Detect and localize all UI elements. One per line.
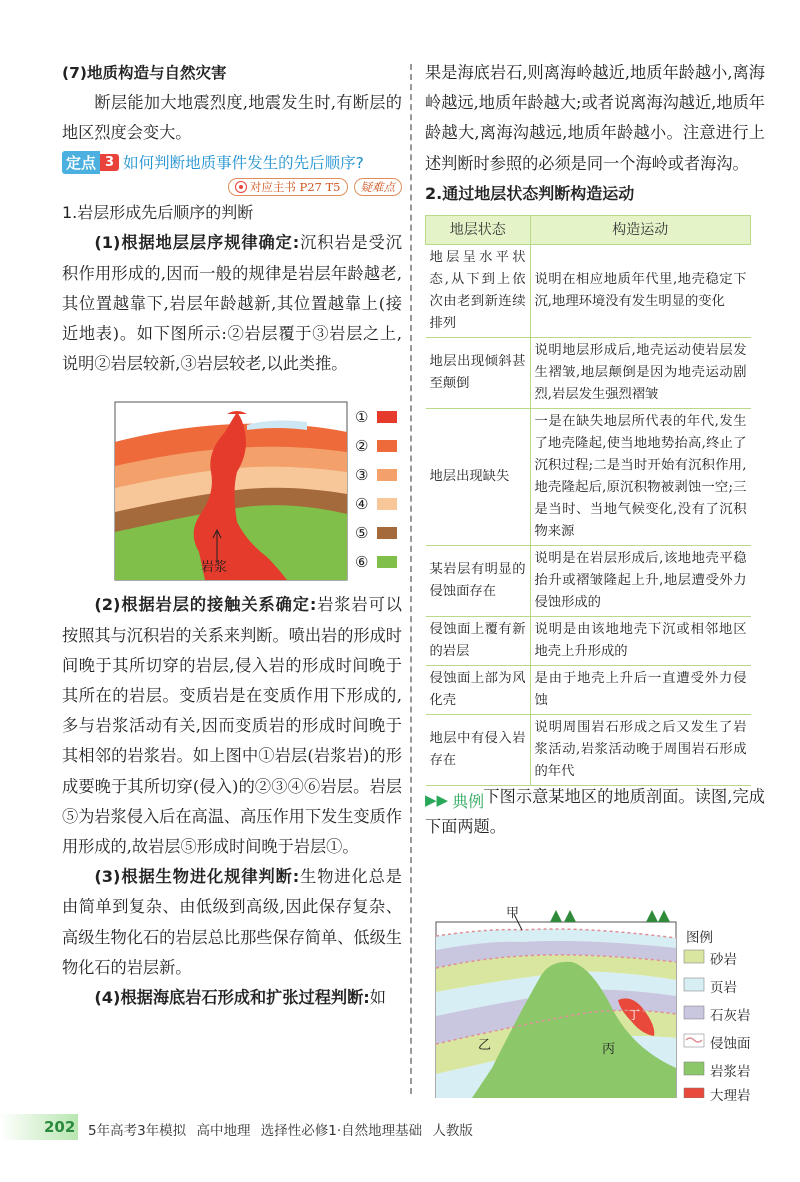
legend-swatch (377, 411, 397, 423)
table-cell: 一是在缺失地层所代表的年代,发生了地壳隆起,使当地地势抬高,终止了沉积过程;二是当时开始有沉积作用,地壳隆起后,原沉积物被剥蚀一空;三是当时、当地气候变化,没有了沉积物来源 (530, 408, 751, 545)
page-number-tab (0, 1114, 78, 1140)
reference-badge (228, 178, 348, 196)
table-cell: 说明是由该地地壳下沉或相邻地区地壳上升形成的 (530, 616, 751, 665)
page-footer (0, 1114, 800, 1140)
table-cell: 地层出现倾斜甚至颠倒 (426, 337, 531, 408)
heading-1: 1.岩层形成先后顺序的判断 (62, 203, 254, 223)
strata-figure (87, 392, 407, 582)
legend-item (355, 431, 407, 460)
label-ding: 丁 (628, 1008, 641, 1022)
legend-swatch (377, 527, 397, 539)
section-7-text: 断层能加大地震烈度,地震发生时,有断层的地区烈度会变大。 (62, 93, 402, 143)
table-row (426, 408, 751, 545)
legend-title: 图例 (686, 930, 713, 946)
magma-label: 岩浆 (201, 560, 228, 576)
legend-item (355, 402, 407, 431)
label-jia: 甲 (506, 906, 520, 921)
legend-swatch (377, 556, 397, 568)
table-row (426, 337, 751, 408)
example-tag: 典例 (452, 791, 485, 811)
table-cell: 说明周围岩石形成之后又发生了岩浆活动,岩浆活动晚于周围岩石形成的年代 (530, 714, 751, 785)
book-title: 5年高考3年模拟 高中地理 选择性必修1·自然地理基础 人教版 (88, 1123, 473, 1139)
table-row (426, 714, 751, 785)
table-cell: 说明是在岩层形成后,该地地壳平稳抬升或褶皱隆起上升,地层遭受外力侵蚀形成的 (530, 545, 751, 616)
table-cell: 说明地层形成后,地壳运动使岩层发生褶皱,地层颠倒是因为地壳运动剧烈,岩层发生强烈褶皱 (530, 337, 751, 408)
right-column (425, 58, 765, 842)
paragraph-1 (62, 228, 402, 379)
legend-item (355, 547, 407, 576)
example-text: 下图示意某地区的地质剖面。读图,完成下面两题。 (425, 786, 765, 837)
strata-legend (355, 402, 407, 576)
table-cell: 是由于地壳上升后一直遭受外力侵蚀 (530, 665, 751, 714)
legend-label: 侵蚀面 (710, 1036, 751, 1052)
legend-number: ⑤ (355, 523, 369, 542)
legend-number: ③ (355, 465, 369, 484)
table-row (426, 665, 751, 714)
legend-label: 石灰岩 (710, 1008, 751, 1024)
legend-label: 大理岩 (710, 1088, 751, 1104)
table-cell: 某岩层有明显的侵蚀面存在 (426, 545, 531, 616)
strata-table (425, 215, 751, 786)
paragraph-1-keyword: (1)根据地层层序规律确定: (94, 233, 300, 253)
key-point-tag: 定点 (62, 151, 100, 174)
legend-label: 砂岩 (710, 952, 737, 968)
table-header: 地层状态 (426, 215, 531, 244)
table-cell: 侵蚀面上覆有新的岩层 (426, 616, 531, 665)
difficulty-badge: 疑难点 (354, 178, 403, 196)
table-cell: 地层呈水平状态,从下到上依次由老到新连续排列 (426, 244, 531, 337)
left-column (62, 58, 402, 1013)
paragraph-1-text: 沉积岩是受沉积作用形成的,因而一般的规律是岩层年龄越老,其位置越靠下,岩层年龄越新,其位置越靠上(接近地表)。如下图所示:②岩层覆于③岩层之上,说明②岩层较新,③岩层较老,以此类推。 (62, 233, 402, 374)
page-number: 202 (44, 1118, 76, 1136)
reference-row (62, 176, 402, 198)
paragraph-2-text: 岩浆岩可以按照其与沉积岩的关系来判断。喷出岩的形成时间晚于其所切穿的岩层,侵入岩的形成时间晚于其所在的岩层。变质岩是在变质作用下形成的,多与岩浆活动有关,因而变质岩的形成时间晚于其相邻的岩浆岩。如上图中①岩层(岩浆岩)的形成要晚于其所切穿(侵入)的②③④⑥岩层。岩层⑤为岩浆侵入后在高温、高压作用下发生变质作用形成的,故岩层⑤形成时间晚于岩层①。 (62, 595, 402, 857)
key-point-question: 如何判断地质事件发生的先后顺序? (123, 154, 364, 173)
paragraph-3-text: 生物进化总是由简单到复杂、由低级到高级,因此保存复杂、高级生物化石的岩层总比那些保存简单、低级生物化石的岩层新。 (62, 867, 402, 977)
table-header-row (426, 215, 751, 244)
table-cell: 地层出现缺失 (426, 408, 531, 545)
paragraph-2-keyword: (2)根据岩层的接触关系确定: (94, 595, 317, 615)
double-arrow-icon: ▶▶ (425, 791, 449, 810)
label-yi: 乙 (478, 1038, 492, 1053)
table-row (426, 616, 751, 665)
legend-item (355, 518, 407, 547)
legend-number: ② (355, 436, 369, 455)
legend-swatch (377, 469, 397, 481)
geologic-section-figure (432, 898, 772, 1104)
paragraph-4 (62, 983, 402, 1013)
section-7-title: (7)地质构造与自然灾害 (62, 64, 227, 82)
target-icon (235, 181, 247, 193)
table-row (426, 244, 751, 337)
legend-item (355, 489, 407, 518)
heading-2: 2.通过地层状态判断构造运动 (425, 183, 635, 203)
legend-number: ⑥ (355, 552, 369, 571)
paragraph-3-keyword: (3)根据生物进化规律判断: (94, 867, 300, 887)
legend-label: 岩浆岩 (710, 1064, 751, 1080)
table-cell: 地层中有侵入岩存在 (426, 714, 531, 785)
paragraph-4-text: 如 (369, 988, 386, 1008)
legend-label: 页岩 (710, 980, 737, 996)
table-row (426, 545, 751, 616)
paragraph-3 (62, 862, 402, 983)
table-cell: 侵蚀面上部为风化壳 (426, 665, 531, 714)
paragraph-4-keyword: (4)根据海底岩石形成和扩张过程判断: (94, 988, 370, 1008)
paragraph-2 (62, 590, 402, 862)
legend-number: ① (355, 407, 369, 426)
legend-item (355, 460, 407, 489)
table-header: 构造运动 (530, 215, 751, 244)
label-bing: 丙 (602, 1042, 616, 1057)
legend-number: ④ (355, 494, 369, 513)
key-point-number: 3 (100, 154, 119, 171)
continuation-text: 果是海底岩石,则离海岭越近,地质年龄越小,离海岭越远,地质年龄越大;或者说离海沟越近,地质年龄越大,离海沟越远,地质年龄越小。注意进行上述判断时参照的必须是同一个海岭或者海沟。 (425, 63, 765, 173)
key-point-header (62, 148, 402, 176)
reference-text: 对应主书 P27 T5 (249, 180, 341, 195)
legend-swatch (377, 440, 397, 452)
legend-swatch (377, 498, 397, 510)
column-divider (410, 64, 412, 1094)
table-cell: 说明在相应地质年代里,地壳稳定下沉,地理环境没有发生明显的变化 (530, 244, 751, 337)
